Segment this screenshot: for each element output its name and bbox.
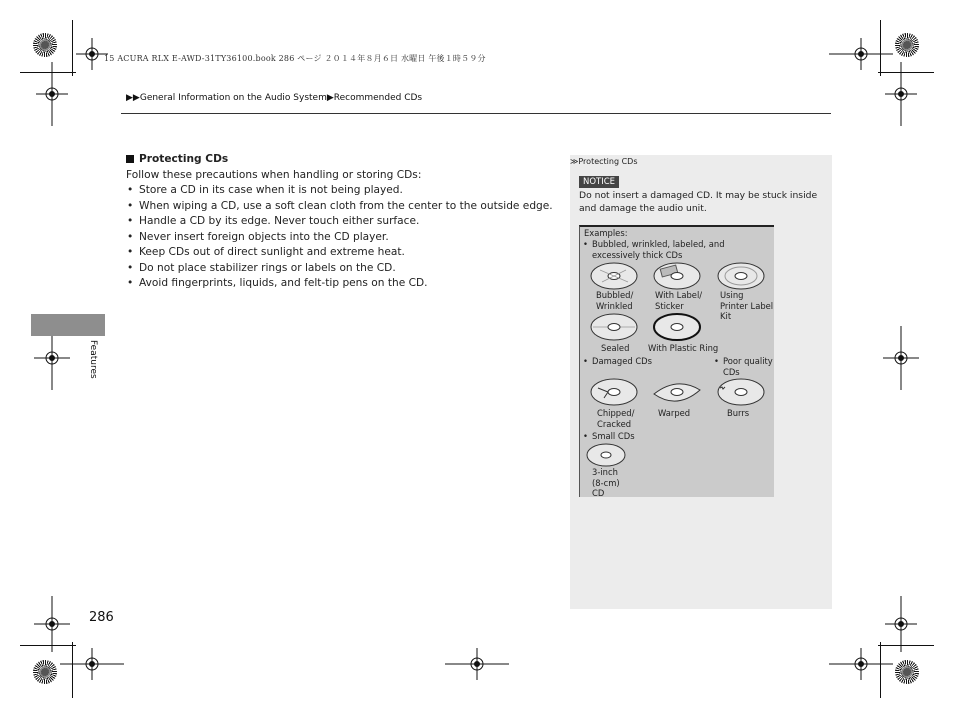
list-item: • Handle a CD by its edge. Never touch either surface. — [126, 214, 556, 230]
group-poor-quality-label: • Poor quality CDs — [723, 356, 773, 377]
list-item: • Store a CD in its case when it is not being played. — [126, 183, 556, 199]
caption-printer: Using Printer Label Kit — [720, 290, 774, 321]
examples-title: Examples: — [584, 228, 628, 238]
main-content — [126, 152, 556, 292]
page-number: 286 — [89, 610, 114, 625]
cd-disc-icon — [653, 262, 701, 290]
breadcrumb — [126, 93, 422, 103]
cd-disc-icon — [653, 378, 701, 406]
header-rule — [121, 113, 831, 114]
cd-disc-icon — [586, 443, 626, 467]
caption-sealed: Sealed — [601, 343, 630, 353]
notice-text: Do not insert a damaged CD. It may be stuck inside and damage the audio unit. — [579, 190, 818, 214]
section-heading: Protecting CDs — [126, 152, 556, 168]
reference-icon: ≫ — [570, 157, 579, 166]
breadcrumb-part-1: General Information on the Audio System — [139, 93, 327, 103]
file-info: 15 ACURA RLX E-AWD-31TY36100.book 286 ページ ２０１４年８月６日 水曜日 午後１時５９分 — [104, 54, 486, 63]
breadcrumb-arrows: ▶▶ — [126, 93, 140, 103]
caption-burrs: Burrs — [727, 408, 750, 418]
cd-disc-icon — [717, 378, 765, 406]
group-bubbled-label: • Bubbled, wrinkled, labeled, and excessively thick CDs — [592, 239, 762, 260]
list-item: • Never insert foreign objects into the CD player. — [126, 230, 556, 246]
notice-badge: NOTICE — [579, 176, 619, 188]
reference-label: Protecting CDs — [578, 157, 638, 166]
precaution-list — [126, 183, 556, 292]
list-item: • When wiping a CD, use a soft clean cloth from the center to the outside edge. — [126, 199, 556, 215]
sidebar-reference — [570, 157, 638, 166]
section-tab — [31, 314, 105, 336]
caption-bubbled: Bubbled/ Wrinkled — [596, 290, 634, 311]
caption-label: With Label/ Sticker — [655, 290, 703, 311]
group-damaged-label: • Damaged CDs — [592, 356, 652, 367]
section-label: Features — [88, 340, 98, 379]
examples-box — [579, 225, 774, 497]
list-item: • Avoid fingerprints, liquids, and felt-tip pens on the CD. — [126, 276, 556, 292]
caption-ring: With Plastic Ring — [648, 343, 719, 353]
breadcrumb-separator: ▶ — [326, 93, 334, 103]
list-item: • Do not place stabilizer rings or labels on the CD. — [126, 261, 556, 277]
list-item: • Keep CDs out of direct sunlight and extreme heat. — [126, 245, 556, 261]
caption-warped: Warped — [658, 408, 691, 418]
breadcrumb-part-2: Recommended CDs — [333, 93, 423, 103]
intro-text: Follow these precautions when handling or storing CDs: — [126, 168, 422, 181]
cd-disc-icon — [590, 313, 638, 341]
cd-disc-icon — [717, 262, 765, 290]
cd-disc-icon — [590, 262, 638, 290]
caption-small: 3-inch (8-cm) CD — [592, 467, 620, 498]
cd-disc-icon — [653, 313, 701, 341]
cd-disc-icon — [590, 378, 638, 406]
group-small-label: • Small CDs — [592, 431, 635, 442]
caption-chipped: Chipped/ Cracked — [597, 408, 635, 429]
